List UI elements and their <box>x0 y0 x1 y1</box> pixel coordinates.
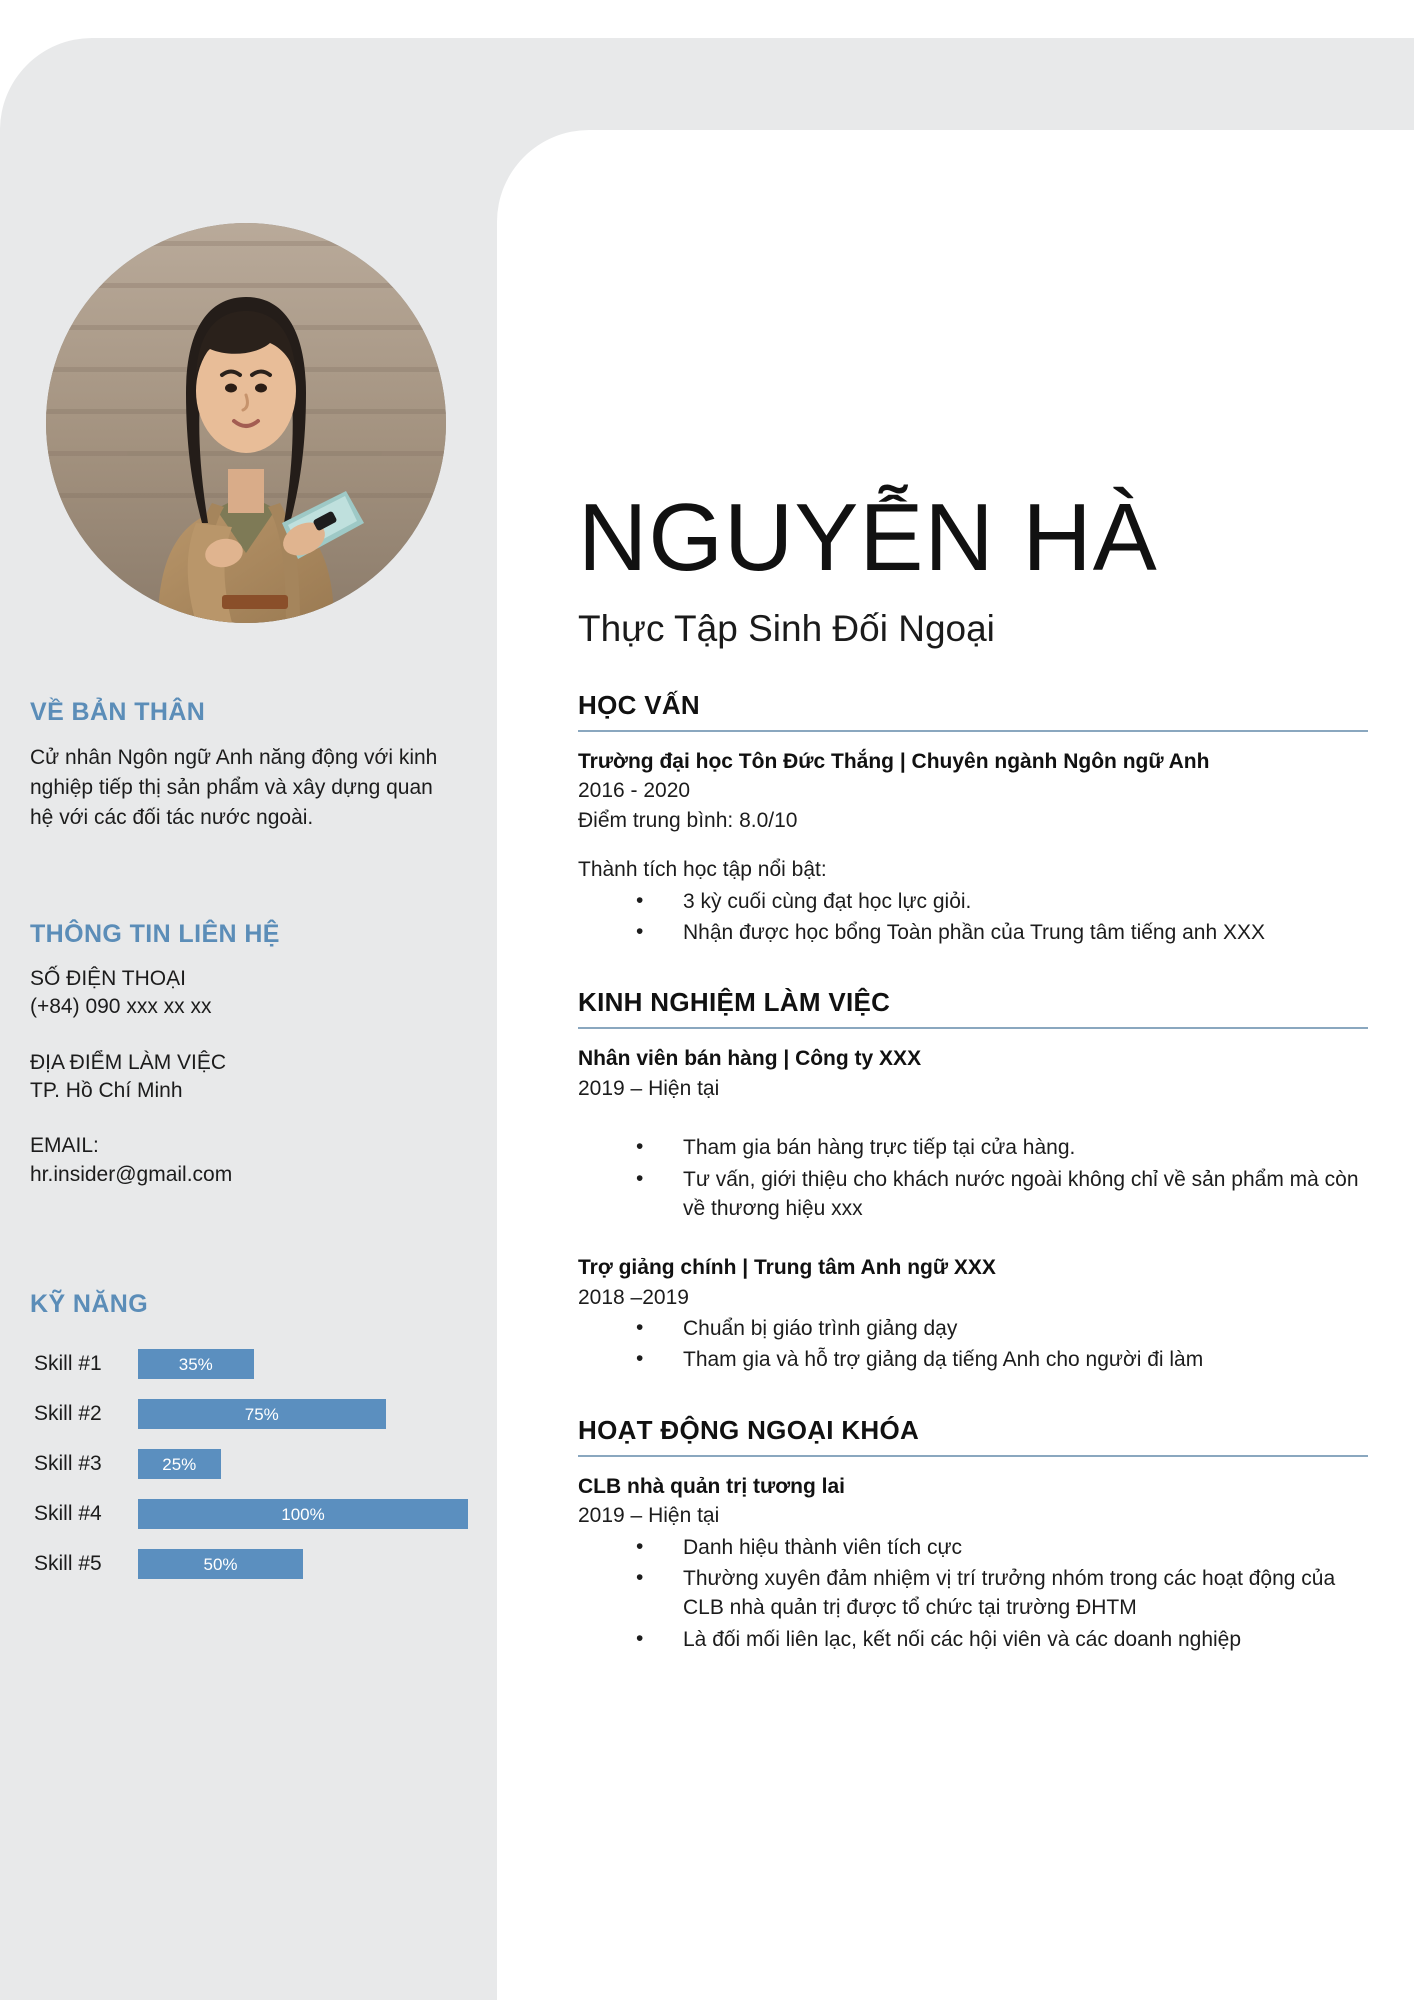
skill-bar-track <box>138 1549 468 1579</box>
club-bullets-0 <box>578 1533 1368 1655</box>
email-value: hr.insider@gmail.com <box>30 1162 233 1186</box>
education-heading: HỌC VẤN <box>578 690 700 720</box>
skill-name: Skill #4 <box>34 1502 102 1525</box>
skill-percent-label: 50% <box>203 1554 238 1574</box>
skill-bar-fill <box>138 1549 303 1579</box>
list-item: • Nhận được học bổng Toàn phần của Trung tâm tiếng anh XXX <box>578 918 1368 947</box>
contact-heading: THÔNG TIN LIÊN HỆ <box>30 920 280 948</box>
email-label: EMAIL: <box>30 1134 99 1158</box>
skill-percent-label: 75% <box>244 1404 279 1424</box>
list-item: • Danh hiệu thành viên tích cực <box>578 1533 1368 1562</box>
skill-percent-label: 35% <box>178 1354 213 1374</box>
list-item: • Tham gia bán hàng trực tiếp tại cửa hàng. <box>578 1133 1368 1162</box>
skill-name: Skill #1 <box>34 1352 102 1375</box>
contact-item-email <box>30 1132 470 1189</box>
job-bullets-0 <box>578 1133 1368 1223</box>
phone-label: SỐ ĐIỆN THOẠI <box>30 967 186 990</box>
skill-bar-fill <box>138 1349 254 1379</box>
about-heading: VỀ BẢN THÂN <box>30 698 206 726</box>
skills-list <box>30 1345 490 1583</box>
experience-entry <box>578 1044 1368 1223</box>
skill-bar-track <box>138 1449 468 1479</box>
job-bullets-1 <box>578 1314 1368 1375</box>
job-period-0: 2019 – Hiện tại <box>578 1076 720 1100</box>
contact-item-phone <box>30 965 470 1022</box>
education-section <box>578 690 1368 947</box>
skill-name: Skill #3 <box>34 1452 102 1475</box>
list-item: • Tham gia và hỗ trợ giảng dạ tiếng Anh cho người đi làm <box>578 1345 1368 1374</box>
education-gpa: Điểm trung bình: 8.0/10 <box>578 808 798 832</box>
club-period-0: 2019 – Hiện tại <box>578 1504 720 1528</box>
skills-heading: KỸ NĂNG <box>30 1290 149 1318</box>
job-period-1: 2018 –2019 <box>578 1285 689 1309</box>
about-section <box>30 698 470 832</box>
location-label: ĐỊA ĐIỂM LÀM VIỆC <box>30 1050 227 1074</box>
education-years: 2016 - 2020 <box>578 779 691 803</box>
contact-section <box>30 920 470 1216</box>
skill-row <box>30 1545 490 1583</box>
club-title-0: CLB nhà quản trị tương lai <box>578 1474 845 1498</box>
contact-item-location <box>30 1049 470 1106</box>
skill-bar-fill <box>138 1449 221 1479</box>
profile-photo-illustration <box>46 223 446 623</box>
list-item: • Tư vấn, giới thiệu cho khách nước ngoài không chỉ về sản phẩm mà còn về thương hiệu xxx <box>578 1165 1368 1224</box>
list-item: • Thường xuyên đảm nhiệm vị trí trưởng nhóm trong các hoạt động của CLB nhà quản trị được tổ chức tại trường ĐHTM <box>578 1564 1368 1623</box>
activities-section <box>578 1415 1368 1654</box>
skill-bar-fill <box>138 1399 386 1429</box>
skill-bar-track <box>138 1499 468 1529</box>
skill-bar-track <box>138 1349 468 1379</box>
skill-name: Skill #5 <box>34 1552 102 1575</box>
activities-divider <box>578 1455 1368 1457</box>
location-value: TP. Hồ Chí Minh <box>30 1079 183 1103</box>
job-title-0: Nhân viên bán hàng | Công ty XXX <box>578 1047 922 1071</box>
education-divider <box>578 730 1368 732</box>
skill-bar-fill <box>138 1499 468 1529</box>
skill-bar-track <box>138 1399 468 1429</box>
skill-row <box>30 1345 490 1383</box>
education-achievements-label: Thành tích học tập nổi bật: <box>578 858 827 882</box>
job-title-1: Trợ giảng chính | Trung tâm Anh ngữ XXX <box>578 1256 996 1280</box>
skill-percent-label: 25% <box>162 1454 197 1474</box>
skills-section <box>30 1290 490 1595</box>
activities-heading: HOẠT ĐỘNG NGOẠI KHÓA <box>578 1414 920 1445</box>
list-item: • 3 kỳ cuối cùng đạt học lực giỏi. <box>578 887 1368 916</box>
main-content <box>578 0 1368 1656</box>
education-achievements-list <box>578 887 1368 948</box>
list-item: • Là đối mối liên lạc, kết nối các hội viên và các doanh nghiệp <box>578 1625 1368 1654</box>
experience-heading: KINH NGHIỆM LÀM VIỆC <box>578 987 891 1018</box>
job-title: Thực Tập Sinh Đối Ngoại <box>578 608 995 649</box>
experience-section <box>578 987 1368 1375</box>
list-item: • Chuẩn bị giáo trình giảng dạy <box>578 1314 1368 1343</box>
page-title: NGUYỄN HÀ <box>578 484 1158 591</box>
skill-row <box>30 1395 490 1433</box>
skill-percent-label: 100% <box>281 1504 325 1524</box>
avatar <box>46 223 446 623</box>
skill-name: Skill #2 <box>34 1402 102 1425</box>
phone-value: (+84) 090 xxx xx xx <box>30 995 212 1019</box>
skill-row <box>30 1495 490 1533</box>
about-text: Cử nhân Ngôn ngữ Anh năng động với kinh nghiệp tiếp thị sản phẩm và xây dựng quan hệ với các đối tác nước ngoài. <box>30 746 438 829</box>
experience-divider <box>578 1027 1368 1029</box>
skill-row <box>30 1445 490 1483</box>
education-school: Trường đại học Tôn Đức Thắng | Chuyên ngành Ngôn ngữ Anh <box>578 750 1210 773</box>
experience-entry <box>578 1253 1368 1375</box>
